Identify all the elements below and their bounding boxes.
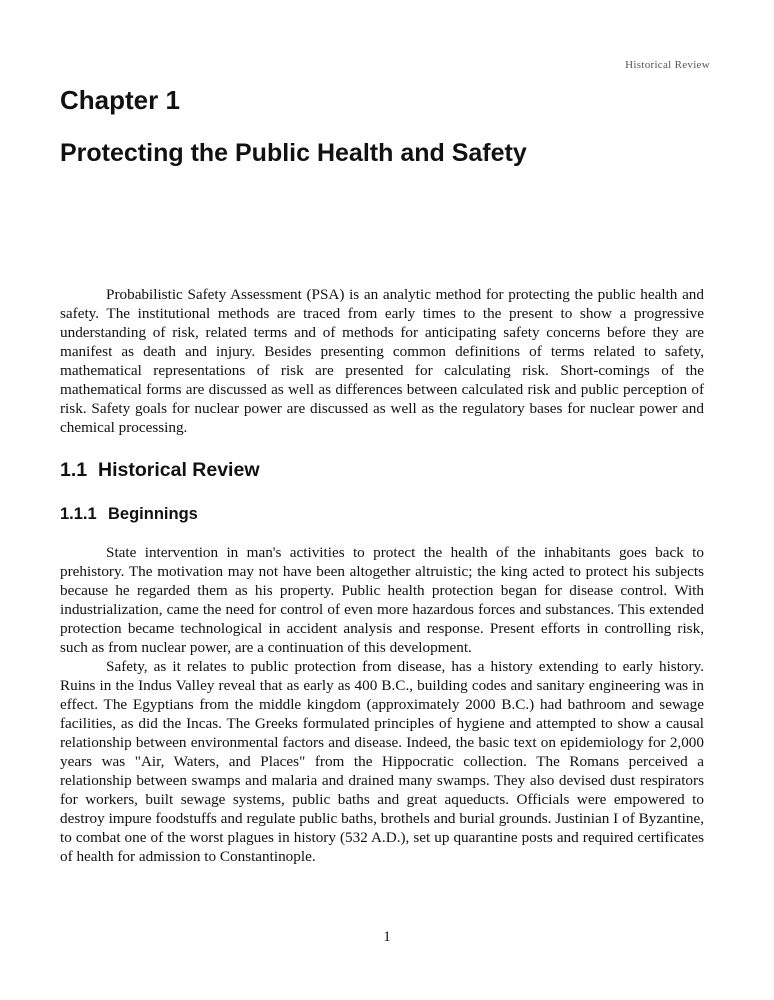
page-number: 1 bbox=[383, 929, 391, 945]
section-title: Historical Review bbox=[98, 459, 260, 481]
body-paragraph: Safety, as it relates to public protection from disease, has a history extending to early history. Ruins in the Indus Valley reveal that as early as 400 B.C., building codes and sanitary engineering was in effect. The Egyptians from the middle kingdom (approximately 2000 B.C.) had bathroom and sewage facilities, as did the Incas. The Greeks formulated principles of hygiene and attempted to show a causal relationship between environmental factors and disease. Indeed, the basic text on epidemiology for 2,000 years was "Air, Waters, and Places" from the Hippocratic collection. The Romans perceived a relationship between swamps and malaria and drained many swamps. They also devised dust respirators for workers, built sewage systems, public baths and great aqueducts. Officials were empowered to destroy impure foodstuffs and regulate public baths, brothels and burial grounds. Justinian I of Byzantine, to combat one of the worst plagues in history (532 A.D.), set up quarantine posts and required certificates of health for admission to Constantinople. bbox=[60, 658, 704, 865]
abstract-paragraph: Probabilistic Safety Assessment (PSA) is an analytic method for protecting the public health and safety. The institutional methods are traced from early times to the present to show a progressive understanding of risk, related terms and of methods for anticipating safety concerns before they are manifest as death and injury. Besides presenting common definitions of terms related to safety, mathematical representations of risk are presented for calculating risk. Short-comings of the mathematical forms are discussed as well as differences between calculated risk and public perception of risk. Safety goals for nuclear power are discussed as well as the regulatory bases for nuclear power and chemical processing. bbox=[60, 286, 704, 436]
section-number: 1.1 bbox=[60, 459, 88, 481]
chapter-label: Chapter 1 bbox=[60, 85, 180, 115]
section-heading bbox=[60, 457, 259, 483]
section-body bbox=[60, 543, 704, 866]
chapter-title: Protecting the Public Health and Safety bbox=[60, 139, 527, 167]
running-header: Historical Review bbox=[625, 59, 710, 71]
body-paragraph: State intervention in man's activities to protect the health of the inhabitants goes back to prehistory. The motivation may not have been altogether altruistic; the king acted to protect his subjects because he regarded them as his property. Public health protection began for disease control. With industrialization, came the need for control of even more hazardous forces and substances. This extended protection became technological in accident analysis and response. Present efforts in controlling risk, such as from nuclear power, are a continuation of this development. bbox=[60, 544, 704, 656]
subsection-title: Beginnings bbox=[108, 505, 198, 523]
subsection-number: 1.1.1 bbox=[60, 505, 97, 523]
subsection-heading bbox=[60, 502, 198, 526]
